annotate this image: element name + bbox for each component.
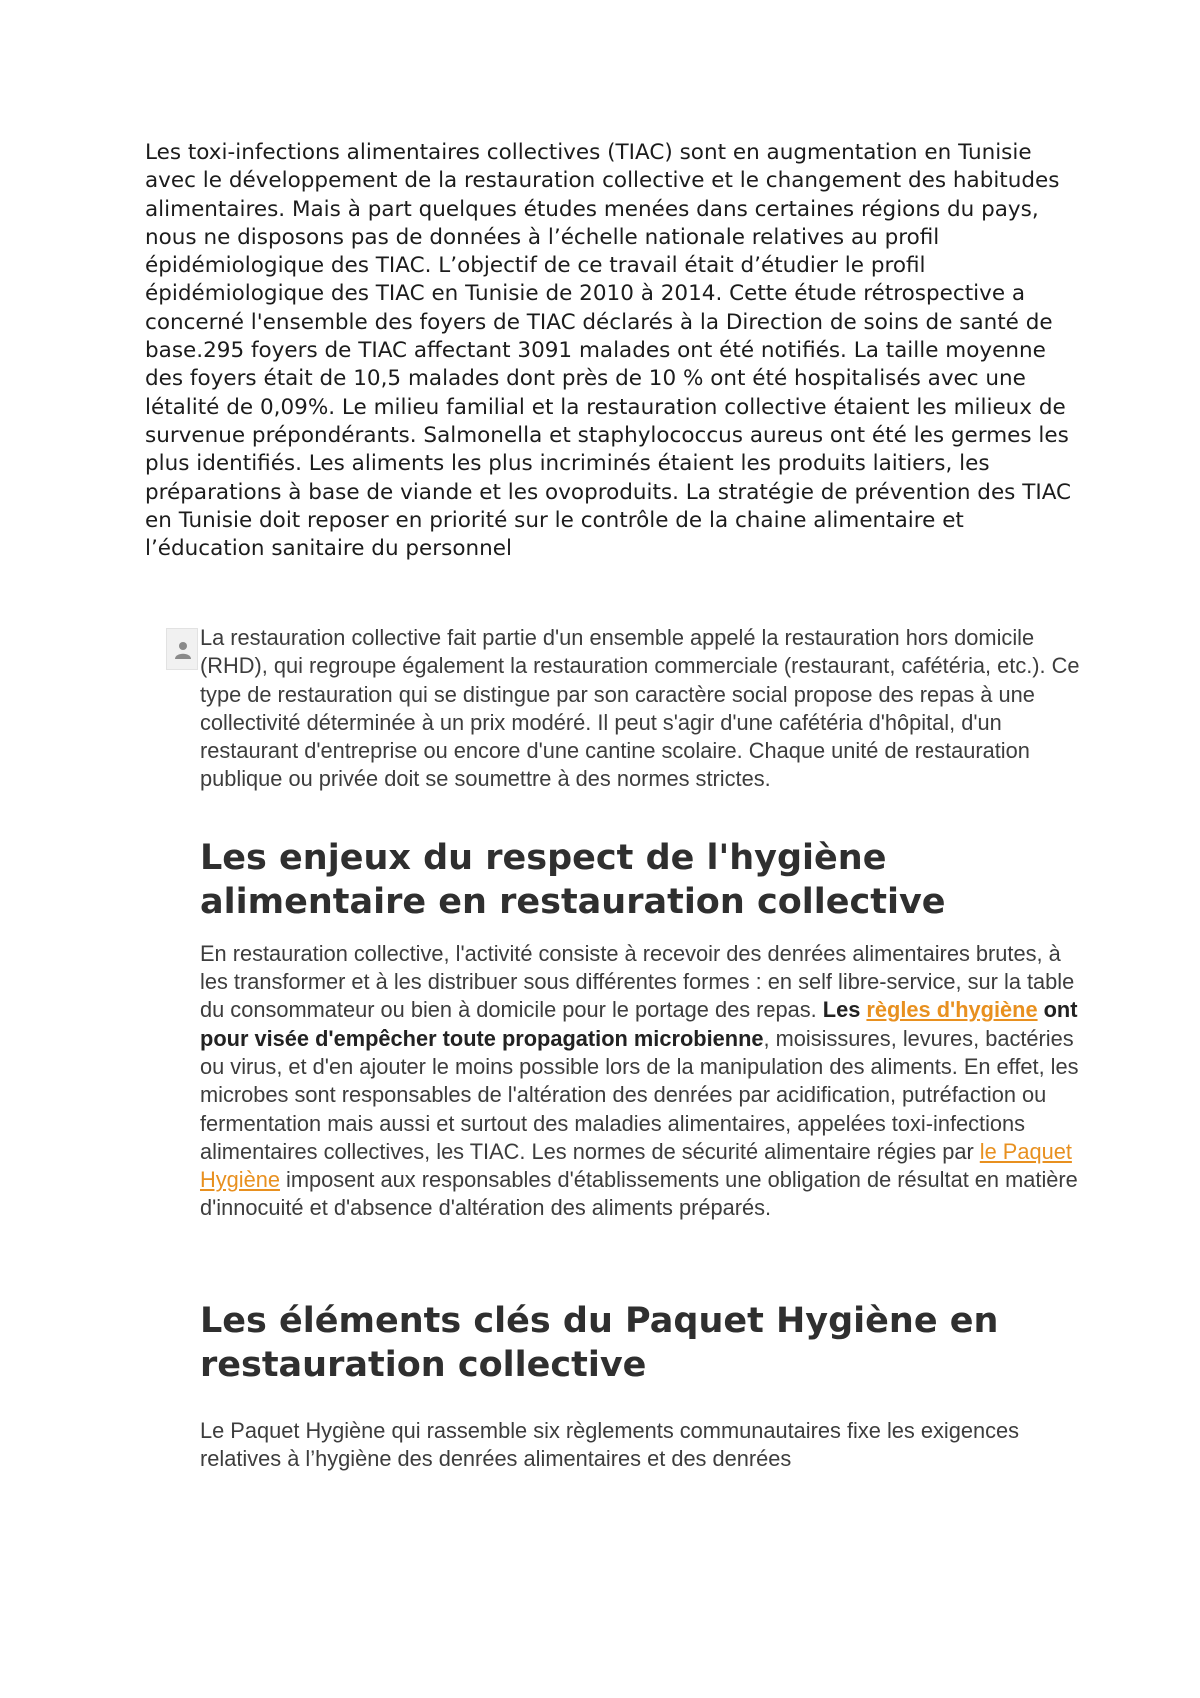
paquet-hygiene-link[interactable]: le Paquet Hygiène bbox=[200, 1138, 1072, 1193]
enjeux-bold-1: Les bbox=[822, 997, 867, 1023]
section-heading-elements-cles: Les éléments clés du Paquet Hygiène en restauration collective bbox=[200, 1300, 999, 1385]
enjeux-text-1: En restauration collective, l'activité consiste à recevoir des denrées alimentaires brutes, à les transformer et à les distribuer sous différentes formes : en self libre-service, sur la table du consommateur ou bien à domicile pour le portage des repas. bbox=[200, 940, 1075, 1023]
enjeux-bold-2: ont pour visée d'empêcher toute propagation microbienne bbox=[200, 997, 1078, 1051]
article-intro-paragraph: La restauration collective fait partie d'un ensemble appelé la restauration hors domicile (RHD), qui regroupe également la restauration commerciale (restaurant, cafétéria, etc.). Ce type de restauration qui se distingue par son caractère social propose des repas à une collectivité déterminée à un prix modéré. Il peut s'agir d'une cafétéria d'hôpital, d'un restaurant d'entreprise ou encore d'une cantine scolaire. Chaque unité de restauration publique ou privée doit se soumettre à des normes strictes. bbox=[200, 625, 1080, 792]
enjeux-text-3: imposent aux responsables d'établissements une obligation de résultat en matière d'innocuité et d'absence d'altération des aliments préparés. bbox=[200, 1167, 1078, 1221]
enjeux-text-2: , moisissures, levures, bactéries ou virus, et d'en ajouter le moins possible lors de la manipulation des aliments. En effet, les microbes sont responsables de l'altération des denrées par acidification, putréfaction ou fermentation mais aussi et surtout des maladies alimentaires, appelées toxi-infections alimentaires collectives, les TIAC. Les normes de sécurité alimentaire régies par bbox=[200, 1025, 1079, 1164]
intro-paragraph: Les toxi-infections alimentaires collectives (TIAC) sont en augmentation en Tunisie avec le développement de la restauration collective et le changement des habitudes alimentaires. Mais à part quelques études menées dans certaines régions du pays, nous ne disposons pas de données à l’échelle nationale relatives au profil épidémiologique des TIAC. L’objectif de ce travail était d’étudier le profil épidémiologique des TIAC en Tunisie de 2010 à 2014. Cette étude rétrospective a concerné l'ensemble des foyers de TIAC déclarés à la Direction de soins de santé de base.295 foyers de TIAC affectant 3091 malades ont été notifiés. La taille moyenne des foyers était de 10,5 malades dont près de 10 % ont été hospitalisés avec une létalité de 0,09%. Le milieu familial et la restauration collective étaient les milieux de survenue prépondérants. Salmonella et staphylococcus aureus ont été les germes les plus identifiés. Les aliments les plus incriminés étaient les produits laitiers, les préparations à base de viande et les ovoproduits. La stratégie de prévention des TIAC en Tunisie doit reposer en priorité sur le contrôle de la chaine alimentaire et l’éducation sanitaire du personnel bbox=[145, 140, 1072, 562]
article bbox=[200, 624, 1080, 1473]
regles-hygiene-link[interactable]: règles d'hygiène bbox=[866, 997, 1038, 1023]
section-heading-enjeux: Les enjeux du respect de l'hygiène alimentaire en restauration collective bbox=[200, 837, 946, 922]
paquet-hygiene-paragraph: Le Paquet Hygiène qui rassemble six règlements communautaires fixe les exigences relatives à l’hygiène des denrées alimentaires et des denrées bbox=[200, 1417, 1020, 1472]
avatar bbox=[166, 628, 198, 670]
enjeux-paragraph bbox=[200, 940, 1080, 1223]
user-icon bbox=[175, 641, 191, 659]
